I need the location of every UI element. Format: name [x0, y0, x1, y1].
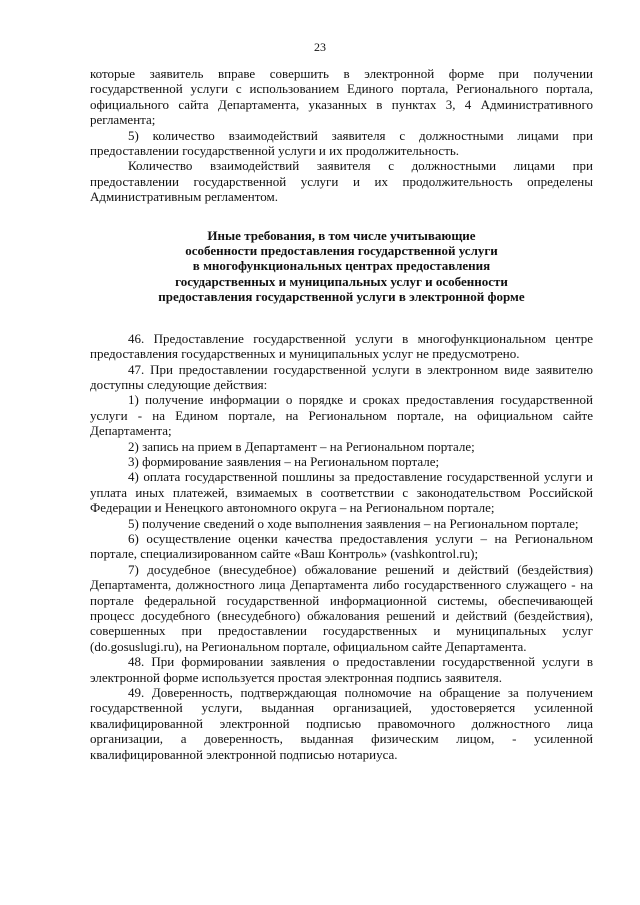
paragraph-item-5: 5) количество взаимодействий заявителя с должностными лицами при предоставлении государственной услуги и их продолжительность.	[90, 127, 593, 159]
document-body	[90, 66, 593, 762]
paragraph-48: 48. При формировании заявления о предоставлении государственной услуги в электронной форме используется простая электронная подпись заявителя.	[90, 654, 593, 685]
section-heading	[90, 228, 593, 305]
heading-line: государственных и муниципальных услуг и особенности	[175, 273, 508, 289]
list-item-5: 5) получение сведений о ходе выполнения заявления – на Региональном портале;	[128, 515, 579, 531]
list-item-6: 6) осуществление оценки качества предоставления услуги – на Региональном портале, специализированном сайте «Ваш Контроль» (vashkontrol.ru);	[90, 530, 593, 562]
paragraph-continuation: которые заявитель вправе совершить в электронной форме при получении государственной услуги с использованием Единого портала, Регионального портала, официального сайта Департамента, указанных в пунктах 3, 4 Административного регламента;	[90, 66, 593, 128]
heading-line: особенности предоставления государственной услуги	[185, 243, 498, 259]
list-item-7: 7) досудебное (внесудебное) обжалование решений и действий (бездействия) Департамента, должностного лица Департамента либо государственного служащего - на портале федеральной государственной информационной системы, обеспечивающей процесс досудебного (внесудебного) обжалования решений и действий (бездействия), совершенных при предоставлении государственных и муниципальных услуг (do.gosuslugi.ru), на Региональном портале, официальном сайте Департамента.	[90, 561, 593, 654]
list-item-1: 1) получение информации о порядке и сроках предоставления государственной услуги - на Едином портале, на Региональном портале, на официальном сайте Департамента;	[90, 392, 593, 439]
paragraph-47: 47. При предоставлении государственной услуги в электронном виде заявителю доступны следующие действия:	[90, 361, 593, 392]
page-number: 23	[314, 40, 326, 54]
heading-line: предоставления государственной услуги в электронной форме	[158, 289, 525, 305]
paragraph-46: 46. Предоставление государственной услуги в многофункциональном центре предоставления государственных и муниципальных услуг не предусмотрено.	[90, 330, 593, 362]
list-item-3: 3) формирование заявления – на Региональном портале;	[128, 453, 440, 469]
list-item-2: 2) запись на прием в Департамент – на Региональном портале;	[128, 438, 475, 454]
heading-line: в многофункциональных центрах предоставления	[192, 258, 491, 274]
paragraph-interactions: Количество взаимодействий заявителя с должностными лицами при предоставлении государственной услуги и их продолжительность определены Административным регламентом.	[90, 158, 593, 205]
heading-line: Иные требования, в том числе учитывающие	[207, 227, 476, 243]
list-item-4: 4) оплата государственной пошлины за предоставление государственной услуги и уплата иных платежей, взимаемых в соответствии с законодательством Российской Федерации и Ненецкого автономного округа – на Региональном портале;	[90, 469, 593, 516]
paragraph-49: 49. Доверенность, подтверждающая полномочие на обращение за получением государственной услуги, выданная организацией, удостоверяется усиленной квалифицированной электронной подписью правомочного должностного лица организации, а доверенность, выданная физическим лицом, - усиленной квалифицированной электронной подписью нотариуса.	[90, 685, 593, 762]
